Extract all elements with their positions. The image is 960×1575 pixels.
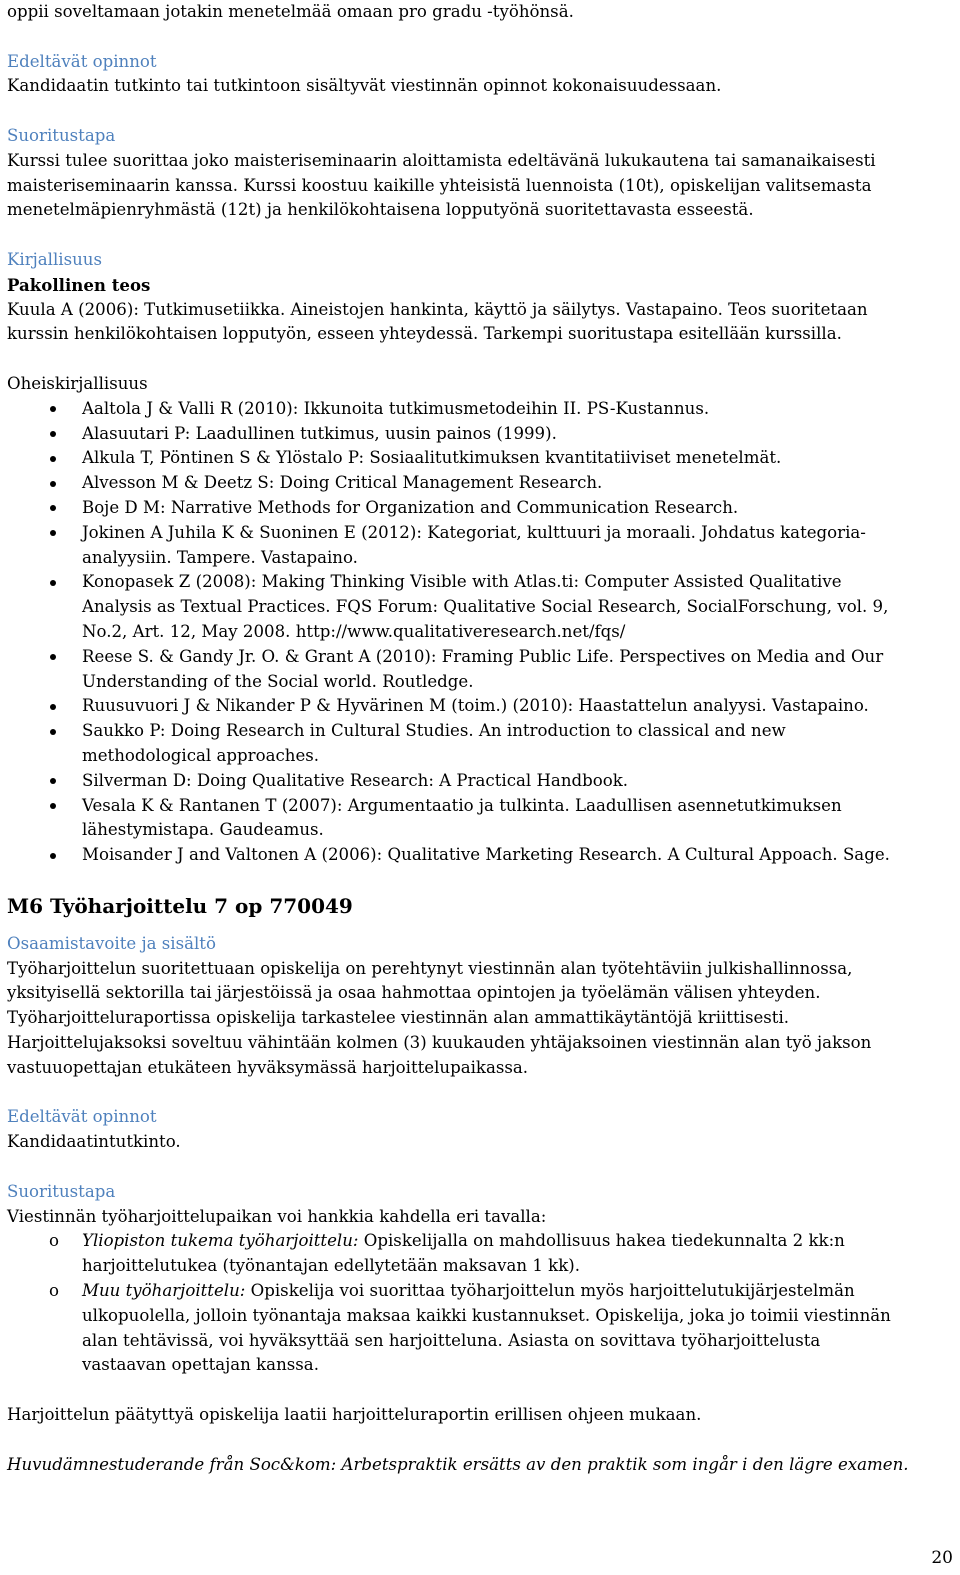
swedish-note: Huvudämnestuderande från Soc&kom: Arbetspraktik ersätts av den praktik som ingår i den lägre examen. <box>7 1454 909 1474</box>
prerequisites-heading-m6: Edeltävät opinnot <box>7 1107 157 1127</box>
bullet-icon <box>50 645 56 670</box>
report-instruction: Harjoittelun päätyttyä opiskelija laatii harjoitteluraportin erillisen ohjeen mukaan. <box>7 1405 702 1425</box>
option-first-line <box>82 1279 947 1304</box>
bullet-icon <box>50 794 56 819</box>
literature-item-line: Alasuutari P: Laadullinen tutkimus, uusin painos (1999). <box>82 423 557 443</box>
literature-item <box>7 471 947 496</box>
literature-item <box>7 645 947 695</box>
learning-goals-line: Työharjoitteluraportissa opiskelija tarkastelee viestinnän alan ammattikäytäntöjä kriittisesti. <box>7 1008 790 1028</box>
required-work-line: kurssin henkilökohtaisen lopputyön, esseen yhteydessä. Tarkempi suoritustapa esitellään kurssilla. <box>7 324 842 344</box>
circle-bullet-icon: o <box>49 1281 59 1301</box>
option-line: alan tehtävissä, voi hyväksyttää sen harjoitteluna. Asiasta on sovittava työharjoittelusta <box>82 1330 821 1350</box>
prerequisites-text-m6: Kandidaatintutkinto. <box>7 1132 181 1152</box>
bullet-icon <box>50 521 56 546</box>
circle-bullet-icon: o <box>49 1231 59 1251</box>
literature-item-line: Aaltola J & Valli R (2010): Ikkunoita tutkimusmetodeihin II. PS-Kustannus. <box>82 398 710 418</box>
option-text: Opiskelija voi suorittaa työharjoittelun myös harjoittelutukijärjestelmän <box>245 1281 855 1301</box>
bullet-icon <box>50 719 56 744</box>
completion-method-heading-m6: Suoritustapa <box>7 1181 116 1201</box>
literature-item-line: Reese S. & Gandy Jr. O. & Grant A (2010): Framing Public Life. Perspectives on Media and Our <box>82 646 884 666</box>
bullet-icon <box>50 694 56 719</box>
literature-item <box>7 719 947 769</box>
option-line: vastaavan opettajan kanssa. <box>82 1355 319 1375</box>
option-line: ulkopuolella, jolloin työnantaja maksaa kaikki kustannukset. Opiskelija, joka jo toimii viestinnän <box>82 1305 891 1325</box>
literature-item-line: Konopasek Z (2008): Making Thinking Visible with Atlas.ti: Computer Assisted Qualitative <box>82 572 842 592</box>
supplementary-literature-list <box>7 397 947 868</box>
completion-method-line: Kurssi tulee suorittaa joko maisteriseminaarin aloittamista edeltävänä lukukautena tai samanaikaisesti <box>7 150 876 170</box>
literature-item-line: Understanding of the Social world. Routledge. <box>82 671 474 691</box>
literature-item-line: Silverman D: Doing Qualitative Research: A Practical Handbook. <box>82 770 629 790</box>
bullet-icon <box>50 843 56 868</box>
literature-item-line: Boje D M: Narrative Methods for Organization and Communication Research. <box>82 497 739 517</box>
literature-item-line: Analysis as Textual Practices. FQS Forum: Qualitative Social Research, SocialForschung, vol. 9, <box>82 597 889 617</box>
literature-item-line: No.2, Art. 12, May 2008. http://www.qualitativeresearch.net/fqs/ <box>82 621 626 641</box>
learning-goals-line: vastuuopettajan etukäteen hyväksymässä harjoittelupaikassa. <box>7 1057 529 1077</box>
option-first-line <box>82 1229 947 1254</box>
literature-item-line: Alvesson M & Deetz S: Doing Critical Management Research. <box>82 473 603 493</box>
bullet-icon <box>50 496 56 521</box>
option-line: harjoittelutukea (työnantajan edellytetään maksavan 1 kk). <box>82 1256 581 1276</box>
prerequisites-heading: Edeltävät opinnot <box>7 51 157 71</box>
literature-item <box>7 570 947 644</box>
literature-item <box>7 446 947 471</box>
literature-item-line: analyysiin. Tampere. Vastapaino. <box>82 547 358 567</box>
continuation-line: oppii soveltamaan jotakin menetelmää omaan pro gradu -työhönsä. <box>7 2 574 21</box>
section-title: M6 Työharjoittelu 7 op 770049 <box>7 893 353 918</box>
internship-options-list <box>7 1229 947 1378</box>
literature-item-line: Alkula T, Pöntinen S & Ylöstalo P: Sosiaalitutkimuksen kvantitatiiviset menetelmät. <box>82 448 782 468</box>
literature-item <box>7 496 947 521</box>
required-work-line: Kuula A (2006): Tutkimusetiikka. Aineistojen hankinta, käyttö ja säilytys. Vastapaino. Teos suoritetaan <box>7 299 868 319</box>
bullet-icon <box>50 769 56 794</box>
completion-method-line: maisteriseminaarin kanssa. Kurssi koostuu kaikille yhteisistä luennoista (10t), opiskelijan valitsemasta <box>7 175 872 195</box>
literature-item-line: Vesala K & Rantanen T (2007): Argumentaatio ja tulkinta. Laadullisen asennetutkimuksen <box>82 795 842 815</box>
required-work-heading: Pakollinen teos <box>7 274 151 295</box>
bullet-icon <box>50 397 56 422</box>
internship-option <box>7 1279 947 1378</box>
literature-item-line: Saukko P: Doing Research in Cultural Studies. An introduction to classical and new <box>82 721 786 741</box>
literature-item <box>7 397 947 422</box>
document-page <box>7 0 947 1477</box>
completion-method-heading: Suoritustapa <box>7 125 116 145</box>
literature-heading: Kirjallisuus <box>7 249 103 269</box>
prerequisites-text: Kandidaatin tutkinto tai tutkintoon sisältyvät viestinnän opinnot kokonaisuudessaan. <box>7 76 722 96</box>
bullet-icon <box>50 446 56 471</box>
literature-item-line: Ruusuvuori J & Nikander P & Hyvärinen M (toim.) (2010): Haastattelun analyysi. Vastapaino. <box>82 696 869 716</box>
supplementary-literature-heading: Oheiskirjallisuus <box>7 373 148 393</box>
page-number: 20 <box>931 1548 953 1569</box>
literature-item-line: Jokinen A Juhila K & Suoninen E (2012): Kategoriat, kulttuuri ja moraali. Johdatus kategoria- <box>82 522 866 542</box>
learning-goals-line: Työharjoittelun suoritettuaan opiskelija on perehtynyt viestinnän alan työtehtäviin julkishallinnossa, <box>7 958 853 978</box>
bullet-icon <box>50 471 56 496</box>
literature-item <box>7 794 947 844</box>
learning-goals-line: yksityisellä sektorilla tai järjestöissä ja osaa hahmottaa opintojen ja työelämän välisen yhteyden. <box>7 983 821 1003</box>
literature-item-line: methodological approaches. <box>82 745 320 765</box>
option-title: Yliopiston tukema työharjoittelu: <box>82 1231 359 1251</box>
literature-item <box>7 694 947 719</box>
literature-item <box>7 422 947 447</box>
option-text: Opiskelijalla on mahdollisuus hakea tiedekunnalta 2 kk:n <box>358 1231 845 1251</box>
literature-item-line: lähestymistapa. Gaudeamus. <box>82 820 324 840</box>
literature-item-line: Moisander J and Valtonen A (2006): Qualitative Marketing Research. A Cultural Appoach. Sage. <box>82 845 890 865</box>
internship-option <box>7 1229 947 1279</box>
option-title: Muu työharjoittelu: <box>82 1281 246 1301</box>
literature-item <box>7 521 947 571</box>
bullet-icon <box>50 422 56 447</box>
learning-goals-line: Harjoittelujaksoksi soveltuu vähintään kolmen (3) kuukauden yhtäjaksoinen viestinnän alan työ jakson <box>7 1033 872 1053</box>
completion-method-intro: Viestinnän työharjoittelupaikan voi hankkia kahdella eri tavalla: <box>7 1206 547 1226</box>
learning-goals-heading: Osaamistavoite ja sisältö <box>7 933 216 953</box>
literature-item <box>7 843 947 868</box>
literature-item <box>7 769 947 794</box>
completion-method-line: menetelmäpienryhmästä (12t) ja henkilökohtaisena lopputyönä suoritettavasta esseestä. <box>7 200 754 220</box>
bullet-icon <box>50 570 56 595</box>
